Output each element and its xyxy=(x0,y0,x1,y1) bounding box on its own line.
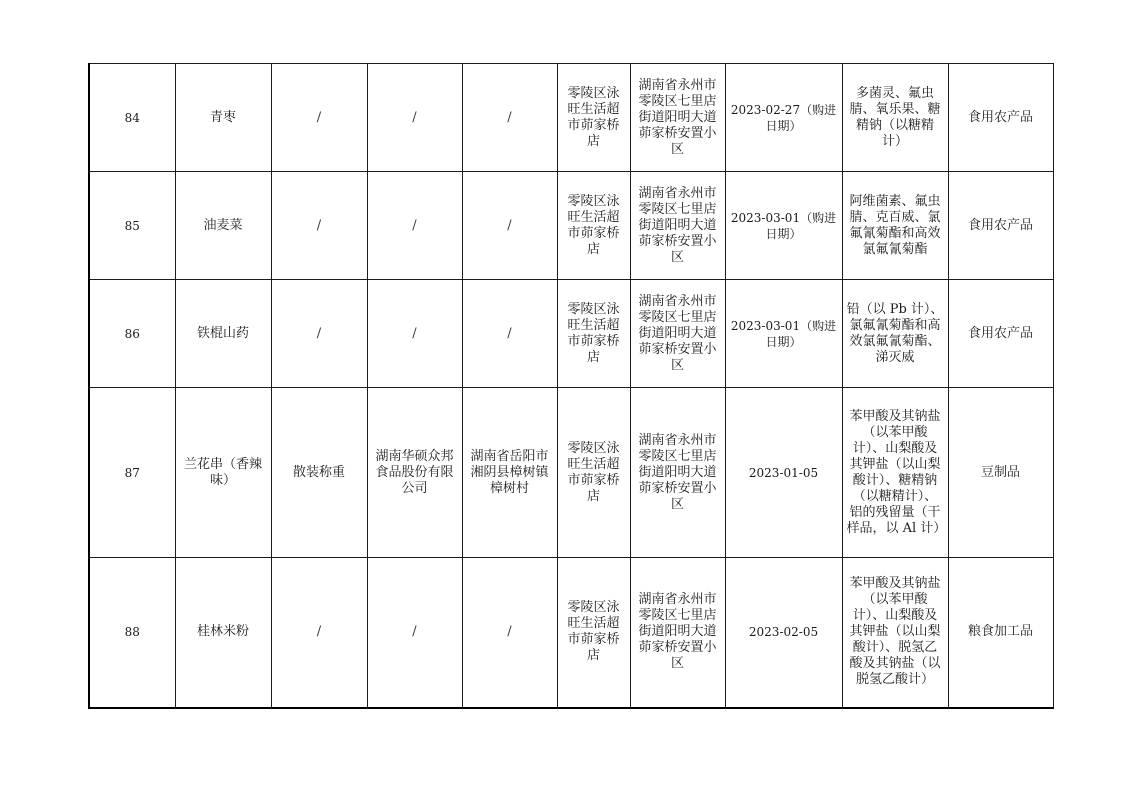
product-name: 桂林米粉 xyxy=(175,558,271,708)
producer-address: / xyxy=(462,64,557,172)
seller-name: 零陵区泳旺生活超市茆家桥店 xyxy=(557,558,630,708)
product-spec: / xyxy=(271,280,367,388)
product-spec: / xyxy=(271,558,367,708)
seller-address: 湖南省永州市零陵区七里店街道阳明大道茆家桥安置小区 xyxy=(630,558,725,708)
producer-name: / xyxy=(367,558,462,708)
row-number: 88 xyxy=(89,558,175,708)
producer-address: / xyxy=(462,172,557,280)
production-date: 2023-02-27（购进日期） xyxy=(725,64,842,172)
test-items: 铅（以 Pb 计）、氯氟氰菊酯和高效氯氟氰菊酯、涕灭威 xyxy=(842,280,948,388)
production-date: 2023-03-01（购进日期） xyxy=(725,280,842,388)
row-number: 84 xyxy=(89,64,175,172)
producer-name: / xyxy=(367,172,462,280)
producer-name: / xyxy=(367,64,462,172)
production-date: 2023-02-05 xyxy=(725,558,842,708)
product-spec: 散装称重 xyxy=(271,388,367,558)
food-category: 食用农产品 xyxy=(948,280,1053,388)
test-items: 阿维菌素、氟虫腈、克百威、氯氟氰菊酯和高效氯氟氰菊酯 xyxy=(842,172,948,280)
seller-name: 零陵区泳旺生活超市茆家桥店 xyxy=(557,172,630,280)
product-spec: / xyxy=(271,64,367,172)
test-items: 多菌灵、氟虫腈、氧乐果、糖精钠（以糖精计） xyxy=(842,64,948,172)
product-name: 铁棍山药 xyxy=(175,280,271,388)
table-row xyxy=(89,558,1053,708)
producer-name: 湖南华硕众邦食品股份有限公司 xyxy=(367,388,462,558)
test-items: 苯甲酸及其钠盐（以苯甲酸计）、山梨酸及其钾盐（以山梨酸计）、脱氢乙酸及其钠盐（以脱氢乙酸计） xyxy=(842,558,948,708)
sampling-results-table xyxy=(88,63,1054,709)
seller-address: 湖南省永州市零陵区七里店街道阳明大道茆家桥安置小区 xyxy=(630,64,725,172)
food-category: 食用农产品 xyxy=(948,172,1053,280)
row-number: 86 xyxy=(89,280,175,388)
table-row xyxy=(89,64,1053,172)
product-name: 青枣 xyxy=(175,64,271,172)
production-date: 2023-03-01（购进日期） xyxy=(725,172,842,280)
seller-name: 零陵区泳旺生活超市茆家桥店 xyxy=(557,64,630,172)
table-row xyxy=(89,280,1053,388)
producer-address: 湖南省岳阳市湘阴县樟树镇樟树村 xyxy=(462,388,557,558)
seller-address: 湖南省永州市零陵区七里店街道阳明大道茆家桥安置小区 xyxy=(630,388,725,558)
row-number: 85 xyxy=(89,172,175,280)
producer-address: / xyxy=(462,280,557,388)
food-category: 食用农产品 xyxy=(948,64,1053,172)
seller-name: 零陵区泳旺生活超市茆家桥店 xyxy=(557,388,630,558)
producer-name: / xyxy=(367,280,462,388)
product-name: 油麦菜 xyxy=(175,172,271,280)
seller-address: 湖南省永州市零陵区七里店街道阳明大道茆家桥安置小区 xyxy=(630,172,725,280)
seller-address: 湖南省永州市零陵区七里店街道阳明大道茆家桥安置小区 xyxy=(630,280,725,388)
producer-address: / xyxy=(462,558,557,708)
product-name: 兰花串（香辣味） xyxy=(175,388,271,558)
row-number: 87 xyxy=(89,388,175,558)
food-category: 粮食加工品 xyxy=(948,558,1053,708)
product-spec: / xyxy=(271,172,367,280)
table-row xyxy=(89,172,1053,280)
food-category: 豆制品 xyxy=(948,388,1053,558)
seller-name: 零陵区泳旺生活超市茆家桥店 xyxy=(557,280,630,388)
production-date: 2023-01-05 xyxy=(725,388,842,558)
test-items: 苯甲酸及其钠盐（以苯甲酸计）、山梨酸及其钾盐（以山梨酸计）、糖精钠（以糖精计）、铝的残留量（干样品，以 Al 计） xyxy=(842,388,948,558)
table-row xyxy=(89,388,1053,558)
